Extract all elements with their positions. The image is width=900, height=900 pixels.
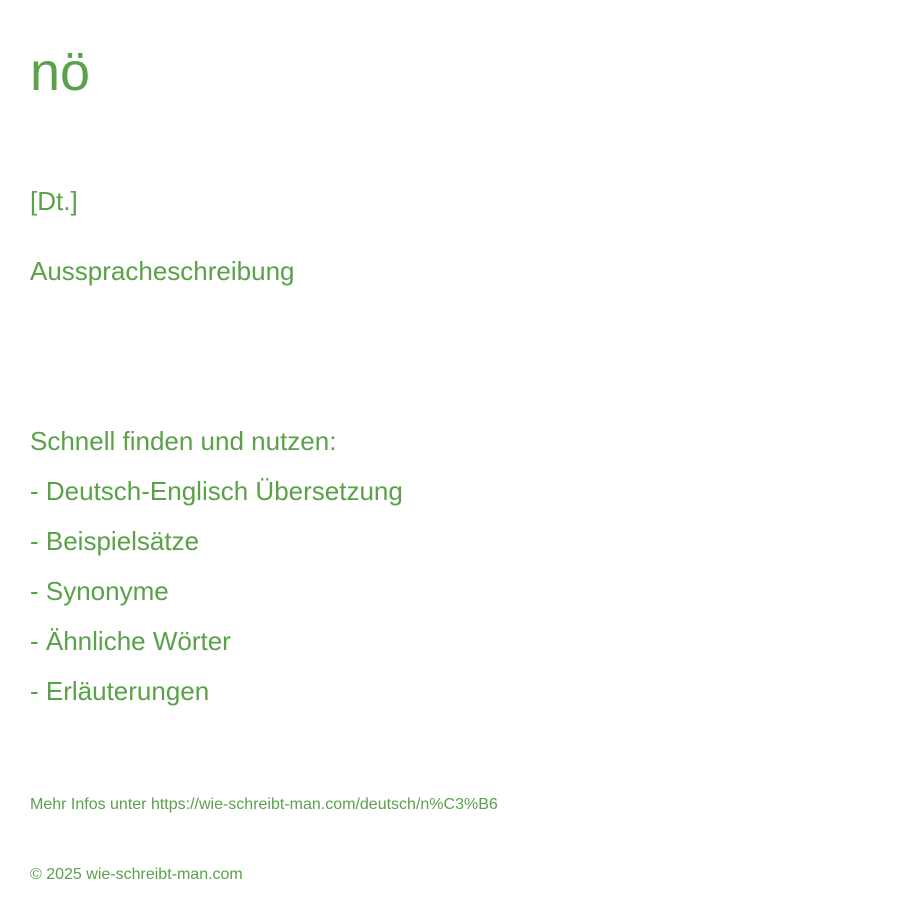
feature-item-translation: - Deutsch-Englisch Übersetzung — [30, 476, 403, 506]
copyright-text: © 2025 wie-schreibt-man.com — [30, 866, 243, 883]
features-list — [30, 474, 403, 724]
feature-item-synonyms: - Synonyme — [30, 576, 169, 606]
entry-type: Ausspracheschreibung — [30, 256, 295, 286]
entry-word: nö — [30, 42, 91, 102]
feature-item-similar-words: - Ähnliche Wörter — [30, 626, 231, 656]
language-tag: [Dt.] — [30, 186, 78, 216]
features-heading: Schnell finden und nutzen: — [30, 426, 337, 456]
more-info-text: Mehr Infos unter https://wie-schreibt-man.com/deutsch/n%C3%B6 — [30, 796, 498, 813]
feature-item-explanations: - Erläuterungen — [30, 676, 210, 706]
features-section — [30, 424, 403, 724]
feature-item-example-sentences: - Beispielsätze — [30, 526, 200, 556]
